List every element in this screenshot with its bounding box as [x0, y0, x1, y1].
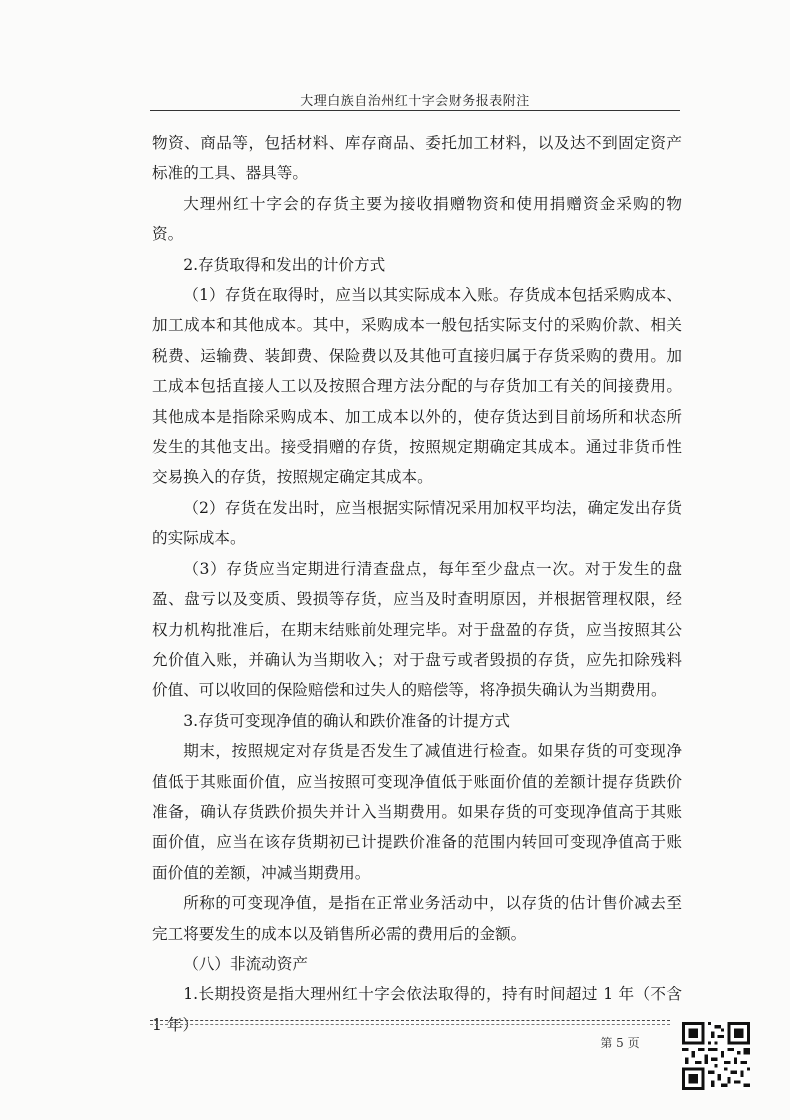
paragraph-long-term-investment: 1.长期投资是指大理州红十字会依法取得的，持有时间超过 1 年（不含 1 年） — [152, 985, 682, 1034]
paragraph-item-3: （3）存货应当定期进行清查盘点，每年至少盘点一次。对于发生的盘盈、盘亏以及变质、毁损等存货，应当及时查明原因，并根据管理权限，经权力机构批准后，在期末结账前处理完毕。对于盘盈的存货，应当按照其公允价值入账，并确认为当期收入；对于盘亏或者毁损的存货，应先扣除残料价值、可以收回的保险赔偿和过失人的赔偿等，将净损失确认为当期费用。 — [152, 559, 682, 700]
paragraph-definition: 所称的可变现净值，是指在正常业务活动中，以存货的估计售价减去至完工将要发生的成本以及销售所必需的费用后的金额。 — [152, 894, 682, 943]
footer-divider-secondary — [150, 1024, 670, 1025]
section-heading-net-realizable: 3.存货可变现净值的确认和跌价准备的计提方式 — [183, 711, 510, 730]
paragraph-item-1: （1）存货在取得时，应当以其实际成本入账。存货成本包括采购成本、加工成本和其他成本。其中，采购成本一般包括实际支付的采购价款、相关税费、运输费、装卸费、保险费以及其他可直接归属于存货采购的费用。加工成本包括直接人工以及按照合理方法分配的与存货加工有关的间接费用。其他成本是指除采购成本、加工成本以外的，使存货达到目前场所和状态所发生的其他支出。接受捐赠的存货，按照规定期确定其成本。通过非货币性交易换入的存货，按照规定确定其成本。 — [152, 286, 682, 487]
header-divider — [150, 110, 680, 111]
paragraph-impairment: 期末，按照规定对存货是否发生了减值进行检查。如果存货的可变现净值低于其账面价值，应当按照可变现净值低于账面价值的差额计提存货跌价准备，确认存货跌价损失并计入当期费用。如果存货的可变现净值高于其账面价值，应当在该存货期初已计提跌价准备的范围内转回可变现净值高于账面价值的差额，冲减当期费用。 — [152, 742, 682, 882]
paragraph-item-2: （2）存货在发出时，应当根据实际情况采用加权平均法，确定发出存货的实际成本。 — [152, 498, 682, 548]
footer-divider — [150, 1020, 670, 1021]
section-heading-noncurrent: （八）非流动资产 — [183, 954, 308, 973]
page-number: 第 5 页 — [600, 1036, 640, 1050]
page-header-title: 大理白族自治州红十字会财务报表附注 — [300, 94, 530, 109]
paragraph-continuation: 物资、商品等，包括材料、库存商品、委托加工材料，以及达不到固定资产标准的工具、器具等。 — [152, 134, 682, 183]
document-body — [152, 128, 682, 1040]
qr-code-icon — [682, 1022, 750, 1090]
paragraph-inventory-source: 大理州红十字会的存货主要为接收捐赠物资和使用捐赠资金采购的物资。 — [152, 194, 682, 244]
section-heading-valuation: 2.存货取得和发出的计价方式 — [183, 255, 386, 274]
